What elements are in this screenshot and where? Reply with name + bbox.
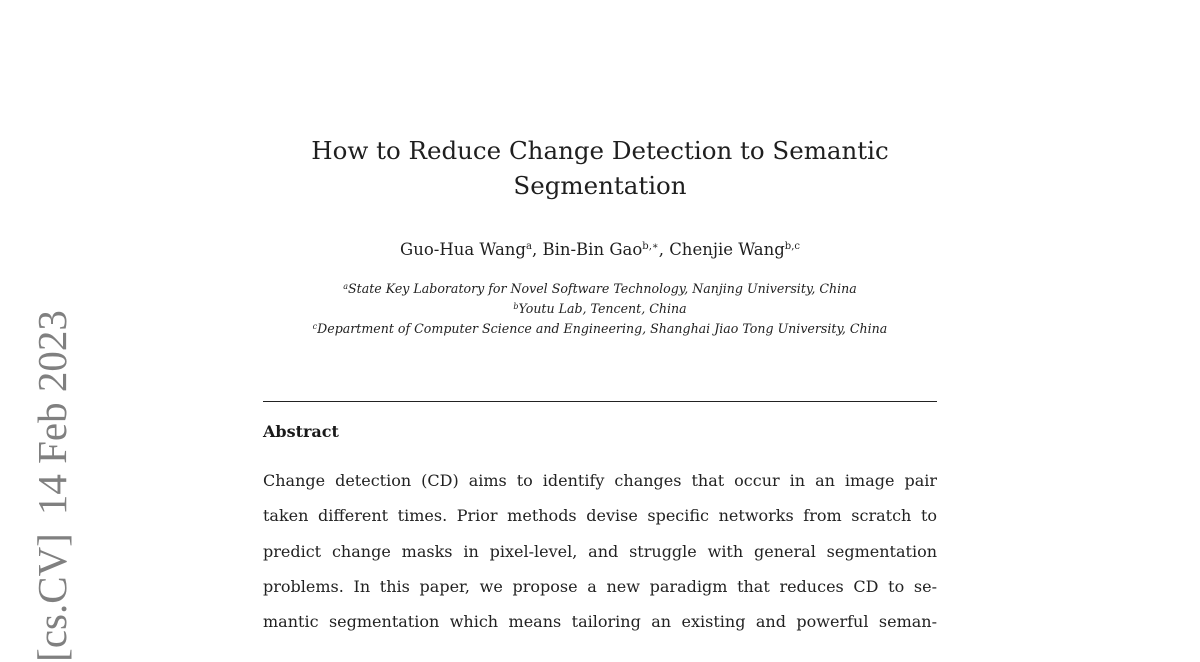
author-name: Chenjie Wang bbox=[669, 240, 785, 259]
author-name: Bin-Bin Gao bbox=[542, 240, 643, 259]
paper-title bbox=[263, 133, 937, 203]
affiliation-line bbox=[240, 318, 960, 338]
abstract-line: problems. In this paper, we propose a new paradigm that reduces CD to se- bbox=[263, 576, 937, 596]
abstract-divider bbox=[263, 401, 937, 402]
abstract-body bbox=[263, 463, 937, 639]
author-name: Guo-Hua Wang bbox=[400, 240, 526, 259]
affiliation-line bbox=[240, 278, 960, 298]
affiliation-list bbox=[240, 278, 960, 338]
arxiv-category: [cs.CV] bbox=[29, 533, 75, 662]
paper-title-line-1: How to Reduce Change Detection to Semantic bbox=[311, 136, 889, 165]
abstract-heading: Abstract bbox=[263, 422, 339, 441]
paper-title-line-2: Segmentation bbox=[513, 171, 687, 200]
author-separator: , bbox=[531, 240, 543, 259]
affiliation-text: Department of Computer Science and Engineering, Shanghai Jiao Tong University, China bbox=[317, 321, 888, 336]
author-affiliation-mark: b,c bbox=[784, 241, 800, 252]
abstract-line: Change detection (CD) aims to identify changes that occur in an image pair bbox=[263, 471, 937, 490]
affiliation-text: State Key Laboratory for Novel Software Technology, Nanjing University, China bbox=[348, 281, 857, 296]
arxiv-date: 14 Feb 2023 bbox=[29, 310, 75, 516]
abstract-line: predict change masks in pixel-level, and struggle with general segmentation bbox=[263, 541, 937, 561]
author-affiliation-mark: a bbox=[525, 241, 532, 252]
abstract-line: mantic segmentation which means tailoring an existing and powerful seman- bbox=[263, 612, 937, 632]
abstract-line: taken different times. Prior methods devise specific networks from scratch to bbox=[263, 506, 937, 526]
arxiv-sidebar-stamp bbox=[28, 292, 76, 662]
affiliation-mark: c bbox=[312, 322, 318, 331]
author-list bbox=[263, 234, 937, 263]
affiliation-line bbox=[240, 298, 960, 318]
author-separator: , bbox=[658, 240, 670, 259]
author-affiliation-mark: b,∗ bbox=[642, 241, 659, 252]
affiliation-text: Youtu Lab, Tencent, China bbox=[518, 301, 687, 316]
affiliation-mark: b bbox=[513, 302, 519, 311]
affiliation-mark: a bbox=[343, 282, 349, 291]
